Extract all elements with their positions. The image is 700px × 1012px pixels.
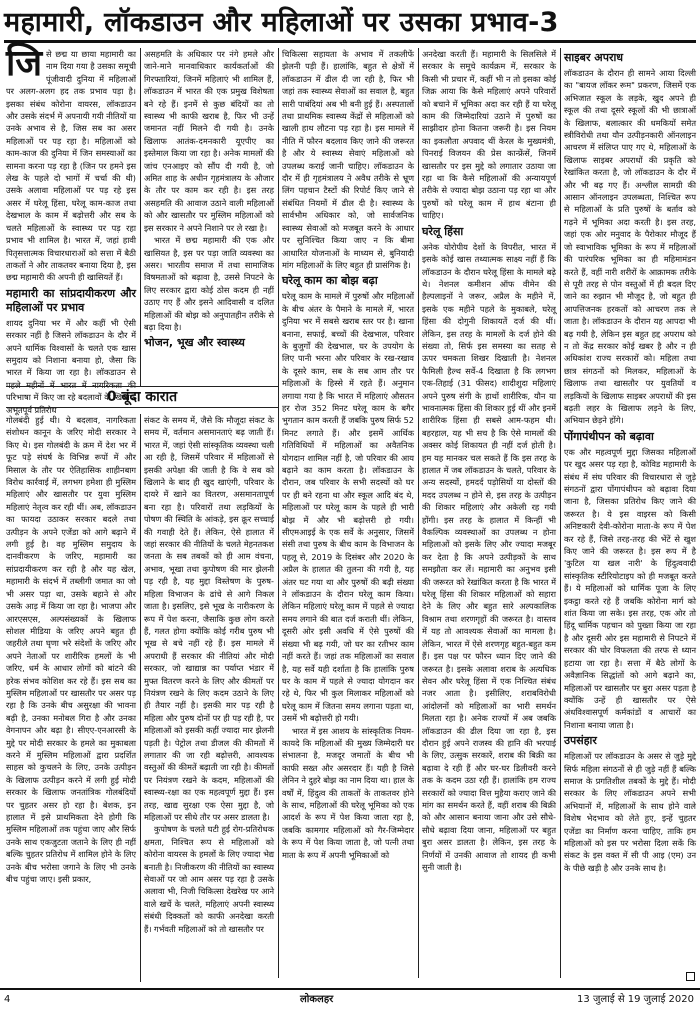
column-divider xyxy=(140,48,141,386)
byline-box xyxy=(6,386,278,408)
column-divider xyxy=(278,48,279,978)
article-column-4 xyxy=(422,48,556,982)
article-paragraph: अनदेखा करती हैं। महामारी के सिलसिले में सरकार के समूचे कार्यक्रम में, सरकार के किसी भी प्रचार में, कहीं भी न तो इसका कोई जिक्र आया कि कैसे महिलाएं अपने परिवारों को बचाने में भूमिका अदा कर रही हैं या घरेलू काम की जिम्मेदारियां उठाने में पुरुषों का साझीदार होना कितना जरूरी है। इस नियम का इकलौता अपवाद थीं केरल के मुख्यमंत्री, पिनराई विजयन की प्रेस कान्फ्रेंसें, जिनमें खासतौर पर इस मुद्दे को लगातार उठाया जा रहा था कि कैसे महिलाओं की अन्यायपूर्ण तरीके से ज्यादा बोझ उठाना पड़ रहा था और पुरुषों को घरेलू काम में हाथ बंटाना ही चाहिए। xyxy=(422,49,556,221)
issue-date-range: 13 जुलाई से 19 जुलाई 2020 xyxy=(577,994,694,1005)
article-intro: से छद्म या छाया महामारी का नाम दिया गया है उसका समूची पूंजीवादी दुनिया में महिलाओं पर अलग-अलग हद तक प्रभाव पड़ा है। इसका संबंध कोरोना वायरस, लॉकडाउन और उसके संदर्भ में अपनायी गयी नीतियों या उनके अभाव से है, जिस सब का असर महिलाओं पर पड़ रहा है। महिलाओं को काम-काज की दुनिया में जिन समस्याओं का सामना करना पड़ रहा है (जिन पर हमने इस लेख के पहले दो भागों में चर्चा की थी) उसके अलावा महिलाओं पर पड़ रहे इस असर में घरेलू हिंसा, घरेलू काम-काज तथा देखभाल के काम में बढ़ोत्तरी और सब के चलते महिलाओं के स्वास्थ्य पर पड़ रहा प्रभाव भी शामिल है। भारत में, जहां हावी पितृसत्तात्मक विचारधाराओं को सत्ता में बैठी ताकतों ने और ताकतवर बनाया दिया है, इस छद्म महामारी की अपनी ही खासियतें हैं। xyxy=(6,49,136,283)
subheading-obscurantism: पोंगापंथीपन को बढ़ावा xyxy=(564,429,654,443)
column-divider xyxy=(140,414,141,982)
end-of-article-mark xyxy=(686,972,695,981)
subheading-conclusion: उपसंहार xyxy=(564,734,597,748)
article-paragraph: अनेक योरोपीय देशों के विपरीत, भारत में इसके कोई खास तथ्यात्मक साक्ष्य नहीं हैं कि लॉकडाउन के दौरान घरेलू हिंसा के मामले बढ़े थे। नेशनल कमीशन ऑफ वीमेन की हैल्पलाइनों ने जरूर, अप्रैल के महीने में, इसके एक महीने पहले के मुकाबले, घरेलू हिंसा की दोगुनी शिकायतें दर्ज की थीं। लेकिन, इस तरह के मामलों के दर्ज होने की संख्या तो, सिर्फ इस समस्या का सतह से ऊपर चमकता शिखर दिखाती है। नेशनल फैमिली हैल्थ सर्वे-4 दिखाता है कि लगभग एक-तिहाई (31 फीसद) शादीशुदा महिलाएं अपने पुरुष संगी के हाथों शारीरिक, यौन या भावनात्मक हिंसा की शिकार हुई थीं और इनमें शारीरिक हिंसा ही सबसे आम-फहम थी। बहरहाल, यह भी सच है कि ऐसे मामलों की अक्सर कोई शिकायत ही नहीं दर्ज होती है। हम यह मानकर चल सकते हैं कि इस तरह के हालात में जब लॉकडाउन के चलते, परिवार के अन्य सदस्यों, हमदर्द पड़ोसियों या दोस्तों की मदद उपलब्ध न होने से, इस तरह के उत्पीड़न की शिकार महिलाएं और अकेली रह गयी होंगी। इस तरह के हालात में किन्हीं भी वैकल्पिक व्यवस्थाओं का उपलब्ध न होना महिलाओं को इसके लिए और ज्यादा मजबूर कर देता है कि अपने उत्पीड़कों के साथ समझौता कर लें। महामारी का अनुभव इसी की जरूरत को रेखांकित करता है कि भारत में घरेलू हिंसा की शिकार महिलाओं को सहारा देने के लिए और बहुत सारे अल्पकालिक विश्राम तथा शरणगृहों की जरूरत है। वास्तव में यह तो आवश्यक सेवाओं का मामला है। लेकिन, भारत में ऐसे शरणगृह बहुत-बहुत कम हैं। इस पक्ष पर फौरन ध्यान दिए जाने की जरूरत है। इसके अलावा शराब के अत्यधिक सेवन और घरेलू हिंसा में एक निश्चित संबंध नजर आता है। इसीलिए, शराबविरोधी आंदोलनों को महिलाओं का भारी समर्थन मिलता रहा है। अनेक राज्यों में अब जबकि लॉकडाउन की ढील दिया जा रहा है, इस दौरान हुई अपने राजस्व की हानि की भरपाई के लिए, उत्सुक सरकारें, शराब की बिक्री का बढ़ावा दे रही हैं और घर-घर डिलीवरी करने तक के कदम उठा रही हैं। हालांकि हम राज्य सरकारों को ज्यादा वित्त मुहैया कराए जाने की मांग का समर्थन करते हैं, वहीं शराब की बिक्री को और आसान बनाया जाना और उसे सौधे-सौधे बढ़ावा दिया जाना, महिलाओं पर बहुत बुरा असर डालता है। लेकिन, इस तरह के निर्णयों में उनकी आवाज तो शायद ही कभी सुनी जाती है। xyxy=(422,241,556,872)
article-paragraph: महिलाओं पर लॉकडाउन के असर से जुड़े मुद्दे सिर्फ महिला संगठनों से ही जुड़े नहीं हैं बल्कि समाज के प्रगतिशील तबकों के मुद्दे हैं। मोदी सरकार के लिए लॉकडाउन अपने सभी अभियानों में, महिलाओं के साथ होने वाले विशेष भेदभाव को लेते हुए, इन्हें चुहतर एजेंडा का निर्माण करना चाहिए, ताकि हम महिलाओं को इस पर भरोसा दिला सकें कि संकट के इस वक्त में सी पी आइ (एम) उन के पीछे खड़ी है और उनके साथ है। xyxy=(564,751,696,873)
page-number: 4 xyxy=(4,994,11,1005)
article-paragraph: लॉकडाउन के दौरान ही सामने आया दिल्ली का "बायज लॉकर रूम" प्रकरण, जिसमें एक अभिजात स्कूल के लड़के, खुद अपने ही स्कूल की तथा दूसरे स्कूलों की भी छात्राओं के खिलाफ, बलात्कार की धमकियों समेत स्त्रीविरोधी तथा यौन उत्पीड़नकारी ऑनलाइन आचरण में संलिप्त पाए गए थे, महिलाओं के खिलाफ साइबर अपराधों की प्रकृति को रेखांकित करता है, जो लॉकडाउन के दौर में और भी बढ़ गए हैं। अश्लील सामग्री की आसान ऑनलाइन उपलब्धता, निश्चित रूप से महिलाओं के प्रति पुरुषों के बर्ताव को गढ़ने में भूमिका अदा करती है। इस तरह, जहां एक ओर मनुवाद के पैरोकार मौजूद हैं जो स्वाभाविक भूमिका के रूप में महिलाओं की पारंपरिक भूमिका का ही महिमामंडन करते हैं, वहीं नारी शरीरों के आक्रामक तरीके से पूरी तरह से पोन वस्तुओं में ही बदल दिए जाने का रुझान भी मौजूद है, जो बहुत ही आपत्तिजनक हरकतों को आचरण तक ले जाता है। लॉकडाउन के दौरान यह आपदा भी बढ़ गयी है, लेकिन इस बहुत हद्द अपराध को न तो केंद्र सरकार कोई खबर है और न ही अधिकांश राज्य सरकारों को। महिला तथा छात्र संगठनों को मिलकर, महिलाओं के खिलाफ तथा खासतौर पर युवतियों व लड़कियों के खिलाफ साइबर अपराधों की इस बढ़ती लहर के खिलाफ लड़ने के लिए, अभियान छेड़ने होंगे। xyxy=(564,68,696,426)
publication-name: लोकलहर xyxy=(300,994,334,1005)
dropcap-letter: जि xyxy=(6,43,43,84)
article-paragraph: भारत में इस आशय के सांस्कृतिक नियम-कायदे कि महिलाओं की मुख्य जिम्मेदारी घर संभालना है, मजदूर जमातों के बीच भी काफी सख्त और असरदार हैं। यही है जिसे लेनिन ने दुहरे बोझ का नाम दिया था। हाल के वर्षों में, हिंदुत्व की ताकतों के ताकतवर होने के साथ, महिलाओं की घरेलू भूमिका को एक आदर्श के रूप में पेश किया जाता रहा है, जबकि कामगार महिलाओं को गैर-जिम्मेदार के रूप में पेश किया जाता है, जो पत्नी तथा माता के रूप में अपनी भूमिकाओं को xyxy=(282,725,414,860)
article-paragraph: घरेलू काम के मामले में पुरुषों और महिलाओं के बीच अंतर के पैमाने के मामले में, भारत दुनिया भर में सबसे खराब स्तर पर है। खाना बनाना, सफाई, बच्चों की देखभाल, परिवार के बुजुर्गों की देखभाल, घर के उपयोग के लिए पानी भरना और परिवार के रख-रखाव के दूसरे काम, सब के सब आम तौर पर महिलाओं के हिस्से में रहते हैं। अनुमान लगाया गया है कि भारत में महिलाएं औसतन हर रोज 352 मिनट घरेलू काम के बगैर भुगतान काम करती हैं जबकि पुरुष सिर्फ 52 मिनट लगाते हैं। और इसमें आर्थिक गतिविधियों में महिलाओं का अवैतनिक योगदान शामिल नहीं है, जो परिवार की आय बढ़ाने का काम करता है। लॉकडाउन के दौरान, जब परिवार के सभी सदस्यों को घर पर ही बने रहना था और स्कूल आदि बंद थे, महिलाओं पर घरेलू काम के पहले ही भारी बोझ में और भी बढ़ोत्तरी हो गयी। सीएमआइई के एक सर्वे के अनुसार, जिसमें संसी तथा पुरुष के बीच काम के विभाजन के पहलू से, 2019 के दिसंबर और 2020 के अप्रैल के हालात की तुलना की गयी है, यह अंतर घट गया था और पुरुषों की बढ़ी संख्या ने लॉकडाउन के दौरान घरेलू काम किया। लेकिन महिलाएं घरेलू काम में पहले से ज्यादा समय लगाने की बात दर्ज कराती थीं। लेकिन, दूसरी ओर इसी अवधि में ऐसे पुरुषों की संख्या भी बढ़ गयी, जो घर का रतीभर काम नहीं करते हैं। जहां तक महिलाओं का सवाल है, यह सर्वे यही दर्शाता है कि हालांकि पुरुष घर के काम में पहले से ज्यादा योगदान कर रहे थे, फिर भी कुल मिलाकर महिलाओं को घरेलू काम में जितना समय लगाना पड़ता था, उसमें भी बढ़ोत्तरी हो गयी। xyxy=(282,291,414,724)
article-column-1-lower xyxy=(6,414,136,982)
subheading-communalisation: महामारी का सांप्रदायीकरण और महिलाओं पर प्रभाव xyxy=(6,286,136,314)
article-paragraph: शायद दुनिया भर में और कहीं भी ऐसी सरकार नहीं है जिसने लॉकडाउन के दौर में अपने धार्मिक विश्वासों के चलते एक खास समुदाय को निशाना बनाया हो, जैसा कि भारत में किया जा रहा है। लॉकडाउन से पहले महीनों में भारत में नागरिकता की परिभाषा में किए जा रहे बदलावों के खिलाफ अभूतपूर्व प्रतिरोध xyxy=(6,317,136,415)
subheading-domestic-violence: घरेलू हिंसा xyxy=(422,224,464,238)
subheading-food-health: भोजन, भूख और स्वास्थ्य xyxy=(144,336,245,350)
article-paragraph: चिकित्सा सहायता के अभाव में तकलीफें झेलनी पड़ी हैं। हालांकि, बहुत से क्षेत्रों में लॉकडाउन में ढील दी जा रही है, फिर भी जहां तक स्वास्थ्य सेवाओं का सवाल है, बहुत सारी पाबंदियां अब भी बनी हुई हैं। अस्पतालों तथा प्राथमिक स्वास्थ्य केंद्रों से महिलाओं को खाली हाथ लौटना पड़ रहा है। इस मामले में नीति में फौरन बदलाव किए जाने की जरूरत है और ये स्वास्थ्य सेवाएं महिलाओं को उपलब्ध कराई जानी चाहिए। लॉकडाउन के दौर में ही गृहमंत्रालय ने अवैध तरीके से भ्रूण लिंग पहचान टैस्टों की रिपोर्ट किए जाने से संबंधित नियमों में ढील दी है। स्वास्थ्य के सार्वभौम अधिकार को, जो सार्वजनिक स्वास्थ्य सेवाओं को मजबूत करने के आधार पर सुनिश्चित किया जाए न कि बीमा आधारित योजनाओं के माध्यम से, बुनियादी मांग महिलाओं के लिए बहुत ही प्रासंगिक है। xyxy=(282,49,414,270)
article-column-1 xyxy=(6,43,136,415)
article-column-5 xyxy=(564,48,696,970)
article-column-2 xyxy=(144,48,274,378)
article-paragraph: गोलबंदी हुई थी। ये बदलाव, नागरिकता संशोधन कानून के जरिए मोदी सरकार ने किए थे। इस गोलबंदी के क्रम में देश भर में फूट पड़े संघर्ष के विभिन्न रूपों में और मिसाल के तौर पर ऐतिहासिक शाहीनबाग विरोध कार्रवाई में, लगभग हमेशा ही मुस्लिम महिलाएं और खासतौर पर युवा मुस्लिम महिलाएं नेतृत्व कर रही थीं। अब, लॉकडाउन का फायदा उठाकर सरकार बदले तथा उत्पीड़न के अपने एजेंडा को आगे बढ़ाने में लगी हुई है। वह मुस्लिम समुदाय के दानवीकरण के जरिए, महामारी का सांप्रदायीकरण कर रही है और यह खेल, महामारी के संदर्भ में तब्लीगी जमात का जो भी असर पड़ा था, उसके बहाने से और उसके आड़ में किया जा रहा है। भाजपा और आरएसएस, अल्पसंख्यकों के खिलाफ सोशल मीडिया के जरिए अपने बहुत ही जहरीले तथा घृणा भरे संदेशों के जरिए और अपने नेताओं पर शारीरिक हमलों के भी जरिए, धर्म के आधार लोगों को बांटने की हरेक संभव कोशिश कर रहे हैं। इस सब का मुस्लिम महिलाओं पर खासतौर पर असर पड़ रहा है कि उनके बीच असुरक्षा की भावना बढ़ी है, उनका मनोबल गिरा है और उनका वेगनापन और बढ़ा है। सीएए-एनआरसी के मुद्दे पर मोदी सरकार के हमले का मुकाबला करने में मुस्लिम महिलाओं द्वारा प्रदर्शित साहस को कुचलने के लिए, उनके उत्पीड़न के खिलाफ उत्पीड़न करने में लगी हुई मोदी सरकार के खिलाफ जनतांत्रिक गोलबंदियों पर चुहतर असर हो रहा है। बेशक, इन हालात में इसे प्राथमिकता देने होगी कि मुस्लिम महिलाओं तक पहुंचा जाए और सिर्फ उनके साथ एकजुटता जताने के लिए ही नहीं बल्कि चुहतर प्रतिरोध में शामिल होने के लिए उनके बीच भरोसा जगाने के लिए भी उनके बीच पहुंचा जाए। इसी प्रकार, xyxy=(6,415,136,885)
page-headline: महामारी, लॉकडाउन और महिलाओं पर उसका प्रभाव-3 xyxy=(4,3,696,43)
article-paragraph: संकट के समय में, जैसे कि मौजूदा संकट के समय में, वर्तमान असमानताएं बढ़ जाती हैं। भारत में, जहां ऐसी सांस्कृतिक व्यवस्था चली आ रही है, जिसमें परिवार में महिलाओं से इसकी अपेक्षा की जाती है कि वे सब को खिलाने के बाद ही खुद खाएंगी, परिवार के दायरे में खाने का वितरण, असमानतापूर्ण बना रहा है। परिवारों तथा लड़कियों के पोषण की स्थिति के आंकड़े, इस क्रूर सच्चाई की गवाही देते हैं। लेकिन, ऐसे हालात में जहां सरकार की नीतियों के चलते मेहनतकश जनता के सब तबकों को ही आम वंचना, अभाव, भूखा तथा कुपोषण की मार झेलनी पड़ रही है, यह मुद्दा विस्तेषण के पुरुष-महिला विभाजन के ढांचे से आगे निकल जाता है। इसलिए, इसे भूख के नारीकरण के रूप में पेश करना, जैसाकि कुछ लोग करते हैं, गलत होगा क्योंकि कोई गरीब पुरुष भी भूख से बचे नहीं रहे हैं। इस मामले में अपराधी हैं सरकार की नीतियां और मोदी सरकार, जो खाद्यान्न का पर्याप्त भंडार में मुफ्त वितरण करने के लिए और कीमतों पर नियंत्रण रखने के लिए कदम उठाने के लिए ही तैयार नहीं है। इसकी मार पड़ रही है महिला और पुरुष दोनों पर ही पड़ रही है, पर महिलाओं को इसकी कहीं ज्यादा मार झेलनी पड़ती है। पेट्रोल तथा डीजल की कीमतों में लगातार की जा रही बढ़ोत्तरी, आवश्यक वस्तुओं की कीमतें बढ़ाती जा रही है। कीमतों पर नियंत्रण रखने के कदम, महिलाओं की स्वास्थ्य-रक्षा का एक महत्वपूर्ण मुद्दा हैं। इस तरह, खाद्य सुरक्षा एक ऐसा मुद्दा है, जो महिलाओं पर सीधे तौर पर असर डालता है। xyxy=(144,415,274,822)
subheading-domestic-burden: घरेलू काम का बोझ बढ़ा xyxy=(282,274,378,288)
article-paragraph: एक और महत्वपूर्ण मुद्दा जिसका महिलाओं पर खुद असर पड़ रहा है, कोविड महामारी के संबंध में संघ परिवार की विचारधारा से जुड़े संगठनों द्वारा पोंगापंथीपन को बढ़ावा दिया जाना है, जिसका प्रतिरोध किए जाने की जरूरत है। ये इस वाइरस को किसी अनिष्टकारी देवी-कोरोना माता-के रूप में पेश कर रहे हैं, जिसे तरह-तरह की भेंटें से खुश किए जाने की जरूरत है। इस रूप में है 'कुटिल या खल नारी' के हिंदुत्ववादी सांस्कृतिक स्टीरियोटाइप को ही मजबूत करते हैं। ये महिलाओं को धार्मिक पूजा के लिए इकट्ठा करते रहे हैं जबकि कोरोना मार्ग को शांत किया जा सके। इस तरह, एक ओर तो हिंदू धार्मिक पहचान को पुख्ता किया जा रहा है और दूसरी ओर इस महामारी से निपटने में सरकार की घोर विफलता की तरफ से ध्यान हटाया जा रहा है। सत्ता में बैठे लोगों के अवैज्ञानिक सिद्धांतों को आगे बढ़ाने का, महिलाओं पर खासतौर पर बुरा असर पड़ता है क्योंकि उन्हें ही खासतौर पर ऐसे अंधविश्वासपूर्ण कर्मकांडों व आचारों का निशाना बनाया जाता है। xyxy=(564,446,696,730)
page-footer xyxy=(0,988,700,1010)
column-divider xyxy=(560,48,561,978)
article-paragraph: असहमति के अधिकार पर नंगे हमले और जाने-माने मानवाधिकार कार्यकर्ताओं की गिरफ्तारियां, जिनमें महिलाएं भी शामिल हैं, लॉकडाउन में भारत की एक प्रमुख विशेषता बने रहे हैं। इनमें से कुछ बंदियों का तो स्वास्थ्य भी काफी खराब है, फिर भी उन्हें जमानत नहीं मिलने दी गयी है। उनके खिलाफ आतंक-दमनकारी यूएपीए का इस्तेमाल किया जा रहा है। अनेक मामलों की जांच एनआइए को सौंप दी गयी है, जो अमित शाह के अधीन गृहमंत्रालय के औजार के तौर पर काम कर रही है। इस तरह असहमति की आवाज उठाने वाली महिलाओं को और खासतौर पर मुस्लिम महिलाओं को इस सरकार ने अपने निशाने पर ले रखा है। xyxy=(144,49,274,233)
byline-author: 0 बूंदा कारात xyxy=(106,389,178,405)
article-paragraph: कुपोषण के चलते घटी हुई रोग-प्रतिरोधक क्षमता, निश्चित रूप से महिलाओं को कोरोना वायरस के हमलों के लिए ज्यादा भेद्य बनाती है। निजीकरण की नीतियों का स्वास्थ्य सेवाओं पर जो आम असर पड़ रहा है उसके अलावा भी, निजी चिकित्सा देखरेख पर आने वाले खर्चे के चलते, महिलाएं अपनी स्वास्थ्य संबंधी दिक्कतों को काफी अनदेखा करती हैं। गर्भवती महिलाओं को तो खासतौर पर xyxy=(144,824,274,934)
article-paragraph: भारत में छद्म महामारी की एक और खासियत है, इस पर पड़ा जाति व्यवस्था का असर। भारतीय समाज में तथा सामाजिक विषमताओं को बढ़ावा है, उससे निपटने के लिए सरकार द्वारा कोई ठोस कदम ही नहीं उठाए गए हैं और इसने आदिवासी व दलित महिलाओं की बोझ को अनुपातहीन तरीके से बढ़ा दिया है। xyxy=(144,235,274,332)
subheading-cyber-crime: साइबर अपराध xyxy=(564,51,624,64)
article-column-2-lower xyxy=(144,414,274,982)
article-column-3 xyxy=(282,48,414,982)
column-divider xyxy=(418,48,419,978)
